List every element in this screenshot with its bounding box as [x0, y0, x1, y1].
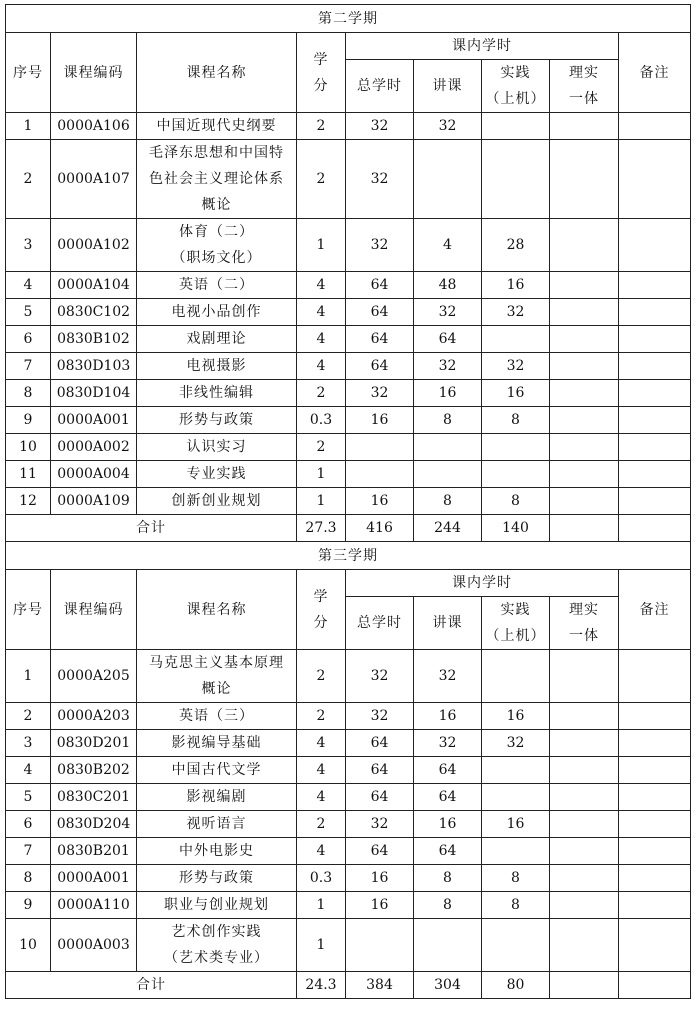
row-credit: 2	[297, 434, 346, 461]
row-course-name-line: 创新创业规划	[171, 493, 262, 509]
row-course-name	[137, 784, 297, 811]
row-course-name	[137, 811, 297, 838]
row-practice: 16	[482, 380, 550, 407]
row-credit: 4	[297, 272, 346, 299]
row-credit: 4	[297, 757, 346, 784]
row-practice	[482, 461, 550, 488]
table-row	[6, 353, 691, 380]
total-credit: 24.3	[297, 972, 346, 999]
row-remark	[619, 380, 691, 407]
table-row	[6, 650, 691, 703]
row-course-name	[137, 461, 297, 488]
row-code: 0000A104	[51, 272, 137, 299]
row-course-name-line: 影视编导基础	[171, 735, 262, 751]
row-credit: 2	[297, 703, 346, 730]
row-seq: 10	[6, 919, 51, 972]
row-course-name	[137, 730, 297, 757]
row-code: 0000A106	[51, 113, 137, 140]
table-row	[6, 299, 691, 326]
row-seq: 9	[6, 892, 51, 919]
table-row	[6, 838, 691, 865]
row-total-hours: 64	[346, 757, 414, 784]
table-row	[6, 113, 691, 140]
row-total-hours: 16	[346, 407, 414, 434]
row-course-name	[137, 488, 297, 515]
row-code: 0000A001	[51, 407, 137, 434]
row-seq: 6	[6, 811, 51, 838]
total-row	[6, 972, 691, 999]
row-integrated	[550, 326, 619, 353]
row-course-name	[137, 140, 297, 219]
row-lecture: 64	[414, 757, 482, 784]
row-course-name-line: 形势与政策	[179, 412, 254, 428]
row-integrated	[550, 892, 619, 919]
row-practice: 32	[482, 299, 550, 326]
row-integrated	[550, 353, 619, 380]
header-code: 课程编码	[51, 570, 137, 650]
table-row	[6, 757, 691, 784]
header-credit-line: 学	[313, 51, 329, 68]
header-practice-line: （上机）	[485, 628, 546, 644]
row-credit: 2	[297, 113, 346, 140]
row-lecture: 32	[414, 650, 482, 703]
row-total-hours: 64	[346, 730, 414, 757]
row-course-name-line: （艺术类专业）	[164, 950, 269, 966]
row-course-name-line: 英语（三）	[179, 708, 254, 724]
row-course-name	[137, 919, 297, 972]
row-practice	[482, 838, 550, 865]
row-course-name-line: 非线性编辑	[179, 385, 254, 401]
row-code: 0830B201	[51, 838, 137, 865]
row-integrated	[550, 434, 619, 461]
table-row	[6, 140, 691, 219]
row-integrated	[550, 272, 619, 299]
row-code: 0000A102	[51, 219, 137, 272]
row-seq: 12	[6, 488, 51, 515]
row-integrated	[550, 811, 619, 838]
row-total-hours: 32	[346, 219, 414, 272]
table-row	[6, 865, 691, 892]
row-total-hours: 64	[346, 299, 414, 326]
row-course-name-line: （职场文化）	[171, 250, 262, 266]
row-remark	[619, 811, 691, 838]
row-integrated	[550, 703, 619, 730]
row-remark	[619, 865, 691, 892]
header-integrated-line: 理实	[569, 65, 599, 81]
row-lecture: 48	[414, 272, 482, 299]
row-total-hours: 16	[346, 892, 414, 919]
row-seq: 1	[6, 650, 51, 703]
header-seq: 序号	[6, 33, 51, 113]
row-practice: 8	[482, 488, 550, 515]
row-credit: 1	[297, 892, 346, 919]
row-credit: 1	[297, 461, 346, 488]
row-seq: 7	[6, 838, 51, 865]
row-remark	[619, 488, 691, 515]
total-practice: 80	[482, 972, 550, 999]
table-row	[6, 730, 691, 757]
header-credit-line: 分	[313, 614, 329, 631]
row-lecture: 16	[414, 703, 482, 730]
header-credit	[297, 33, 346, 113]
row-credit: 4	[297, 784, 346, 811]
row-lecture: 32	[414, 113, 482, 140]
row-course-name-line: 英语（二）	[179, 277, 254, 293]
row-course-name-line: 色社会主义理论体系	[149, 171, 284, 187]
total-practice: 140	[482, 515, 550, 542]
row-credit: 4	[297, 353, 346, 380]
total-hours: 416	[346, 515, 414, 542]
row-course-name-line: 影视编剧	[186, 789, 247, 805]
row-lecture: 32	[414, 730, 482, 757]
table-row	[6, 434, 691, 461]
row-seq: 3	[6, 730, 51, 757]
row-seq: 9	[6, 407, 51, 434]
row-code: 0830B102	[51, 326, 137, 353]
row-total-hours: 16	[346, 488, 414, 515]
row-code: 0000A004	[51, 461, 137, 488]
header-credit-line: 分	[313, 77, 329, 94]
row-code: 0000A110	[51, 892, 137, 919]
row-course-name-line: 职业与创业规划	[164, 897, 269, 913]
row-course-name	[137, 380, 297, 407]
row-remark	[619, 703, 691, 730]
row-code: 0000A002	[51, 434, 137, 461]
row-remark	[619, 326, 691, 353]
header-integrated	[550, 597, 619, 650]
row-course-name-line: 马克思主义基本原理	[149, 655, 284, 671]
header-name: 课程名称	[137, 33, 297, 113]
row-course-name-line: 中国近现代史纲要	[156, 118, 277, 134]
row-course-name	[137, 703, 297, 730]
course-schedule-page	[5, 4, 690, 999]
row-credit: 1	[297, 219, 346, 272]
row-total-hours: 64	[346, 272, 414, 299]
row-course-name	[137, 113, 297, 140]
row-credit: 1	[297, 919, 346, 972]
row-practice: 8	[482, 892, 550, 919]
row-integrated	[550, 488, 619, 515]
row-remark	[619, 434, 691, 461]
row-course-name-line: 专业实践	[186, 466, 247, 482]
row-practice	[482, 140, 550, 219]
header-total-hours: 总学时	[346, 60, 414, 113]
row-seq: 2	[6, 703, 51, 730]
row-course-name-line: 戏剧理论	[186, 331, 247, 347]
header-credit-line: 学	[313, 588, 329, 605]
row-course-name	[137, 892, 297, 919]
semester-title: 第二学期	[6, 5, 691, 33]
row-course-name	[137, 757, 297, 784]
row-code: 0830B202	[51, 757, 137, 784]
row-seq: 8	[6, 380, 51, 407]
header-hours-group: 课内学时	[346, 570, 619, 597]
row-course-name-line: 中国古代文学	[171, 762, 262, 778]
row-seq: 7	[6, 353, 51, 380]
row-code: 0000A003	[51, 919, 137, 972]
row-course-name-line: 视听语言	[186, 816, 247, 832]
row-code: 0000A107	[51, 140, 137, 219]
header-credit	[297, 570, 346, 650]
row-practice: 28	[482, 219, 550, 272]
row-lecture: 8	[414, 865, 482, 892]
row-practice	[482, 784, 550, 811]
row-total-hours: 32	[346, 140, 414, 219]
row-seq: 4	[6, 272, 51, 299]
row-course-name-line: 中外电影史	[179, 843, 254, 859]
row-integrated	[550, 113, 619, 140]
row-credit: 2	[297, 140, 346, 219]
row-remark	[619, 299, 691, 326]
row-lecture: 16	[414, 811, 482, 838]
row-lecture: 64	[414, 326, 482, 353]
row-practice: 8	[482, 865, 550, 892]
row-total-hours	[346, 434, 414, 461]
row-total-hours: 64	[346, 326, 414, 353]
table-row	[6, 461, 691, 488]
row-practice: 16	[482, 272, 550, 299]
row-code: 0830D104	[51, 380, 137, 407]
row-code: 0830C201	[51, 784, 137, 811]
row-seq: 2	[6, 140, 51, 219]
row-credit: 4	[297, 730, 346, 757]
row-practice: 32	[482, 353, 550, 380]
row-practice: 32	[482, 730, 550, 757]
row-credit: 0.3	[297, 865, 346, 892]
row-code: 0830D201	[51, 730, 137, 757]
header-integrated-line: 理实	[569, 602, 599, 618]
row-integrated	[550, 407, 619, 434]
row-practice	[482, 650, 550, 703]
row-course-name	[137, 838, 297, 865]
row-code: 0830D204	[51, 811, 137, 838]
row-seq: 1	[6, 113, 51, 140]
row-integrated	[550, 380, 619, 407]
row-course-name-line: 艺术创作实践	[171, 924, 262, 940]
row-remark	[619, 353, 691, 380]
row-total-hours: 64	[346, 353, 414, 380]
row-course-name	[137, 299, 297, 326]
row-credit: 2	[297, 380, 346, 407]
row-course-name	[137, 865, 297, 892]
row-remark	[619, 730, 691, 757]
row-total-hours: 32	[346, 650, 414, 703]
row-integrated	[550, 461, 619, 488]
row-integrated	[550, 865, 619, 892]
header-name: 课程名称	[137, 570, 297, 650]
table-row	[6, 407, 691, 434]
row-course-name-line: 毛泽东思想和中国特	[149, 145, 284, 161]
row-practice	[482, 757, 550, 784]
total-integrated	[550, 515, 619, 542]
row-lecture	[414, 434, 482, 461]
row-lecture: 32	[414, 299, 482, 326]
row-code: 0000A203	[51, 703, 137, 730]
row-seq: 3	[6, 219, 51, 272]
row-practice	[482, 919, 550, 972]
row-seq: 6	[6, 326, 51, 353]
row-lecture	[414, 919, 482, 972]
row-total-hours: 32	[346, 811, 414, 838]
row-course-name-line: 概论	[201, 197, 232, 213]
total-label: 合计	[6, 972, 297, 999]
semester-title: 第三学期	[6, 542, 691, 570]
row-credit: 4	[297, 326, 346, 353]
table-row	[6, 784, 691, 811]
row-course-name-line: 认识实习	[186, 439, 247, 455]
header-practice-line: （上机）	[485, 91, 546, 107]
row-course-name	[137, 272, 297, 299]
row-lecture: 64	[414, 838, 482, 865]
row-course-name-line: 电视摄影	[186, 358, 247, 374]
header-integrated	[550, 60, 619, 113]
row-credit: 2	[297, 811, 346, 838]
course-schedule-table	[5, 4, 691, 999]
total-credit: 27.3	[297, 515, 346, 542]
row-course-name	[137, 407, 297, 434]
row-code: 0000A205	[51, 650, 137, 703]
header-remarks: 备注	[619, 570, 691, 650]
row-lecture: 16	[414, 380, 482, 407]
total-hours: 384	[346, 972, 414, 999]
row-practice	[482, 434, 550, 461]
row-total-hours: 32	[346, 380, 414, 407]
row-total-hours	[346, 919, 414, 972]
row-code: 0830D103	[51, 353, 137, 380]
row-integrated	[550, 757, 619, 784]
row-course-name	[137, 353, 297, 380]
row-course-name-line: 电视小品创作	[171, 304, 262, 320]
row-course-name-line: 体育（二）	[179, 224, 254, 240]
row-integrated	[550, 838, 619, 865]
row-integrated	[550, 140, 619, 219]
row-credit: 4	[297, 299, 346, 326]
row-integrated	[550, 919, 619, 972]
row-credit: 1	[297, 488, 346, 515]
header-practice-line: 实践	[500, 65, 531, 81]
row-credit: 0.3	[297, 407, 346, 434]
header-lecture: 讲课	[414, 60, 482, 113]
total-label: 合计	[6, 515, 297, 542]
header-total-hours: 总学时	[346, 597, 414, 650]
row-integrated	[550, 299, 619, 326]
header-remarks: 备注	[619, 33, 691, 113]
header-hours-group: 课内学时	[346, 33, 619, 60]
row-integrated	[550, 784, 619, 811]
row-lecture: 8	[414, 488, 482, 515]
row-course-name	[137, 650, 297, 703]
row-integrated	[550, 650, 619, 703]
table-row	[6, 703, 691, 730]
table-row	[6, 488, 691, 515]
total-remark	[619, 515, 691, 542]
row-lecture: 4	[414, 219, 482, 272]
row-code: 0000A109	[51, 488, 137, 515]
row-remark	[619, 784, 691, 811]
row-integrated	[550, 730, 619, 757]
row-course-name-line: 概论	[201, 681, 232, 697]
header-practice	[482, 60, 550, 113]
total-lecture: 244	[414, 515, 482, 542]
row-credit: 4	[297, 838, 346, 865]
row-seq: 10	[6, 434, 51, 461]
row-total-hours: 32	[346, 703, 414, 730]
row-lecture	[414, 140, 482, 219]
row-seq: 11	[6, 461, 51, 488]
header-code: 课程编码	[51, 33, 137, 113]
row-seq: 5	[6, 784, 51, 811]
row-seq: 4	[6, 757, 51, 784]
header-integrated-line: 一体	[569, 628, 599, 644]
total-row	[6, 515, 691, 542]
header-lecture: 讲课	[414, 597, 482, 650]
table-row	[6, 219, 691, 272]
row-remark	[619, 407, 691, 434]
header-integrated-line: 一体	[569, 91, 599, 107]
row-lecture	[414, 461, 482, 488]
row-practice	[482, 113, 550, 140]
row-practice: 8	[482, 407, 550, 434]
row-remark	[619, 650, 691, 703]
row-remark	[619, 757, 691, 784]
row-remark	[619, 892, 691, 919]
row-practice: 16	[482, 703, 550, 730]
table-row	[6, 811, 691, 838]
row-total-hours: 32	[346, 113, 414, 140]
row-remark	[619, 919, 691, 972]
row-total-hours	[346, 461, 414, 488]
row-total-hours: 64	[346, 784, 414, 811]
table-row	[6, 892, 691, 919]
row-remark	[619, 140, 691, 219]
row-remark	[619, 461, 691, 488]
total-remark	[619, 972, 691, 999]
total-integrated	[550, 972, 619, 999]
row-credit: 2	[297, 650, 346, 703]
row-remark	[619, 113, 691, 140]
header-seq: 序号	[6, 570, 51, 650]
table-row	[6, 380, 691, 407]
row-total-hours: 64	[346, 838, 414, 865]
header-practice	[482, 597, 550, 650]
row-practice: 16	[482, 811, 550, 838]
header-practice-line: 实践	[500, 602, 531, 618]
row-remark	[619, 838, 691, 865]
row-code: 0000A001	[51, 865, 137, 892]
row-course-name-line: 形势与政策	[179, 870, 254, 886]
row-remark	[619, 219, 691, 272]
row-lecture: 8	[414, 892, 482, 919]
row-remark	[619, 272, 691, 299]
row-code: 0830C102	[51, 299, 137, 326]
table-row	[6, 272, 691, 299]
row-course-name	[137, 219, 297, 272]
row-total-hours: 16	[346, 865, 414, 892]
row-lecture: 64	[414, 784, 482, 811]
total-lecture: 304	[414, 972, 482, 999]
row-lecture: 32	[414, 353, 482, 380]
table-row	[6, 919, 691, 972]
row-course-name	[137, 434, 297, 461]
row-seq: 5	[6, 299, 51, 326]
table-row	[6, 326, 691, 353]
row-lecture: 8	[414, 407, 482, 434]
row-practice	[482, 326, 550, 353]
row-integrated	[550, 219, 619, 272]
row-course-name	[137, 326, 297, 353]
row-seq: 8	[6, 865, 51, 892]
